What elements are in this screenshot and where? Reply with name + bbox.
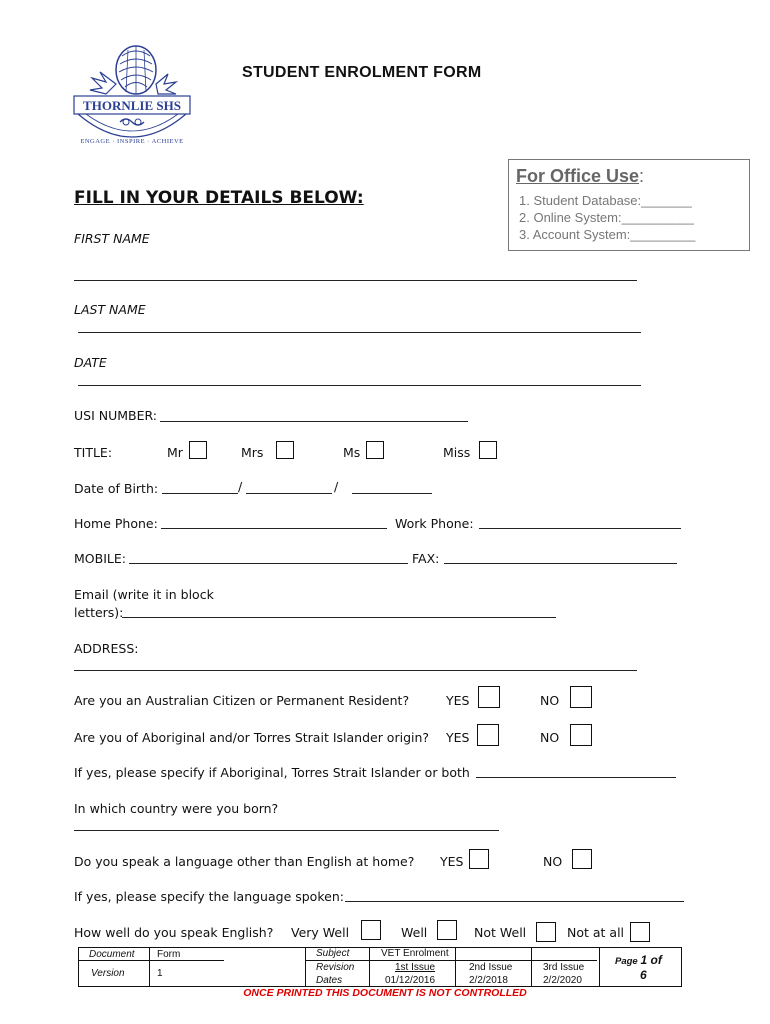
aboriginal-no-checkbox[interactable]: [570, 724, 592, 746]
office-use-heading: For Office Use: [516, 166, 640, 186]
title-label: TITLE:: [74, 445, 113, 460]
aboriginal-yes-checkbox[interactable]: [477, 724, 499, 746]
form-title: STUDENT ENROLMENT FORM: [242, 64, 482, 81]
title-mr-label: Mr: [167, 445, 183, 460]
date-label: DATE: [74, 355, 107, 370]
dob-year-field[interactable]: [352, 493, 432, 494]
footer-document-value: Form: [157, 949, 181, 960]
citizen-yes-checkbox[interactable]: [478, 686, 500, 708]
citizen-no-label: NO: [540, 693, 560, 708]
last-name-label: LAST NAME: [74, 302, 146, 317]
aboriginal-question: Are you of Aboriginal and/or Torres Strait Islander origin?: [74, 730, 430, 745]
footer-page-value: 1 of: [640, 953, 662, 967]
footer-version-label: Version: [91, 968, 125, 979]
usi-field[interactable]: [160, 421, 468, 422]
language-yes-checkbox[interactable]: [469, 849, 489, 869]
aboriginal-specify-question: If yes, please specify if Aboriginal, Torres Strait Islander or both: [74, 765, 470, 780]
footer-issue-label: 2nd Issue: [469, 962, 513, 973]
footer-issue-label: 3rd Issue: [543, 962, 585, 973]
title-ms-checkbox[interactable]: [366, 441, 384, 459]
english-not-well-label: Not Well: [474, 925, 527, 940]
title-mrs-checkbox[interactable]: [276, 441, 294, 459]
logo-motto: ENGAGE · INSPIRE · ACHIEVE: [80, 138, 184, 145]
english-not-at-all-label: Not at all: [567, 925, 625, 940]
footer-document-label: Document: [89, 949, 135, 960]
address-field[interactable]: [74, 670, 637, 671]
country-born-question: In which country were you born?: [74, 801, 279, 816]
title-miss-label: Miss: [443, 445, 471, 460]
first-name-label: FIRST NAME: [74, 231, 150, 246]
footer-issue-date: 2/2/2018: [469, 975, 508, 986]
footer-page-total: 6: [640, 968, 647, 982]
country-born-field[interactable]: [74, 830, 499, 831]
home-phone-label: Home Phone:: [74, 516, 158, 531]
print-disclaimer: ONCE PRINTED THIS DOCUMENT IS NOT CONTROLLED: [243, 987, 527, 999]
work-phone-label: Work Phone:: [395, 516, 474, 531]
office-use-item: 1. Student Database:_______: [519, 193, 692, 208]
logo-school-name: THORNLIE SHS: [83, 98, 181, 113]
dob-separator: /: [238, 479, 243, 494]
english-very-well-label: Very Well: [291, 925, 350, 940]
fax-label: FAX:: [412, 551, 440, 566]
footer-page-label: Page: [615, 956, 638, 967]
citizen-question: Are you an Australian Citizen or Permanent Resident?: [74, 693, 410, 708]
footer-dates-label: Dates: [316, 975, 343, 986]
english-well-checkbox[interactable]: [437, 920, 457, 940]
school-logo: [70, 42, 194, 160]
date-field[interactable]: [78, 385, 641, 386]
language-yes-label: YES: [440, 854, 464, 869]
usi-label: USI NUMBER:: [74, 408, 158, 423]
dob-separator: /: [334, 479, 339, 494]
mobile-label: MOBILE:: [74, 551, 126, 566]
dob-month-field[interactable]: [246, 493, 332, 494]
title-ms-label: Ms: [343, 445, 361, 460]
aboriginal-no-label: NO: [540, 730, 560, 745]
home-phone-field[interactable]: [161, 528, 387, 529]
dob-day-field[interactable]: [162, 493, 238, 494]
footer-subject-label: Subject: [316, 948, 350, 959]
title-mr-checkbox[interactable]: [189, 441, 207, 459]
title-miss-checkbox[interactable]: [479, 441, 497, 459]
office-use-box: For Office Use: 1. Student Database:_______ 2. Online System:__________ 3. Account System:_________: [508, 159, 750, 251]
aboriginal-specify-field[interactable]: [476, 777, 676, 778]
document-control-table: [78, 947, 682, 987]
office-use-item: 2. Online System:__________: [519, 210, 694, 225]
dob-label: Date of Birth:: [74, 481, 159, 496]
footer-issue-date: 2/2/2020: [543, 975, 582, 986]
last-name-field[interactable]: [78, 332, 641, 333]
english-level-question: How well do you speak English?: [74, 925, 274, 940]
footer-revision-label: Revision: [316, 962, 355, 973]
footer-version-value: 1: [157, 968, 163, 979]
citizen-yes-label: YES: [446, 693, 470, 708]
english-well-label: Well: [401, 925, 428, 940]
language-question: Do you speak a language other than English at home?: [74, 854, 415, 869]
citizen-no-checkbox[interactable]: [570, 686, 592, 708]
office-use-item: 3. Account System:_________: [519, 227, 696, 242]
fax-field[interactable]: [444, 563, 677, 564]
language-specify-question: If yes, please specify the language spoken:: [74, 889, 344, 904]
english-very-well-checkbox[interactable]: [361, 920, 381, 940]
email-label-line2: letters):: [74, 605, 124, 620]
section-heading: FILL IN YOUR DETAILS BELOW:: [74, 188, 364, 208]
aboriginal-yes-label: YES: [446, 730, 470, 745]
footer-issue-label: 1st Issue: [395, 962, 436, 973]
email-field[interactable]: [122, 617, 556, 618]
title-mrs-label: Mrs: [241, 445, 264, 460]
mobile-field[interactable]: [129, 563, 408, 564]
language-no-checkbox[interactable]: [572, 849, 592, 869]
footer-subject-value: VET Enrolment: [381, 948, 449, 959]
english-not-well-checkbox[interactable]: [536, 922, 556, 942]
language-specify-field[interactable]: [345, 901, 684, 902]
address-label: ADDRESS:: [74, 641, 139, 656]
english-not-at-all-checkbox[interactable]: [630, 922, 650, 942]
footer-issue-date: 01/12/2016: [385, 975, 436, 986]
first-name-field[interactable]: [74, 280, 637, 281]
language-no-label: NO: [543, 854, 563, 869]
email-label-line1: Email (write it in block: [74, 587, 214, 602]
work-phone-field[interactable]: [479, 528, 681, 529]
